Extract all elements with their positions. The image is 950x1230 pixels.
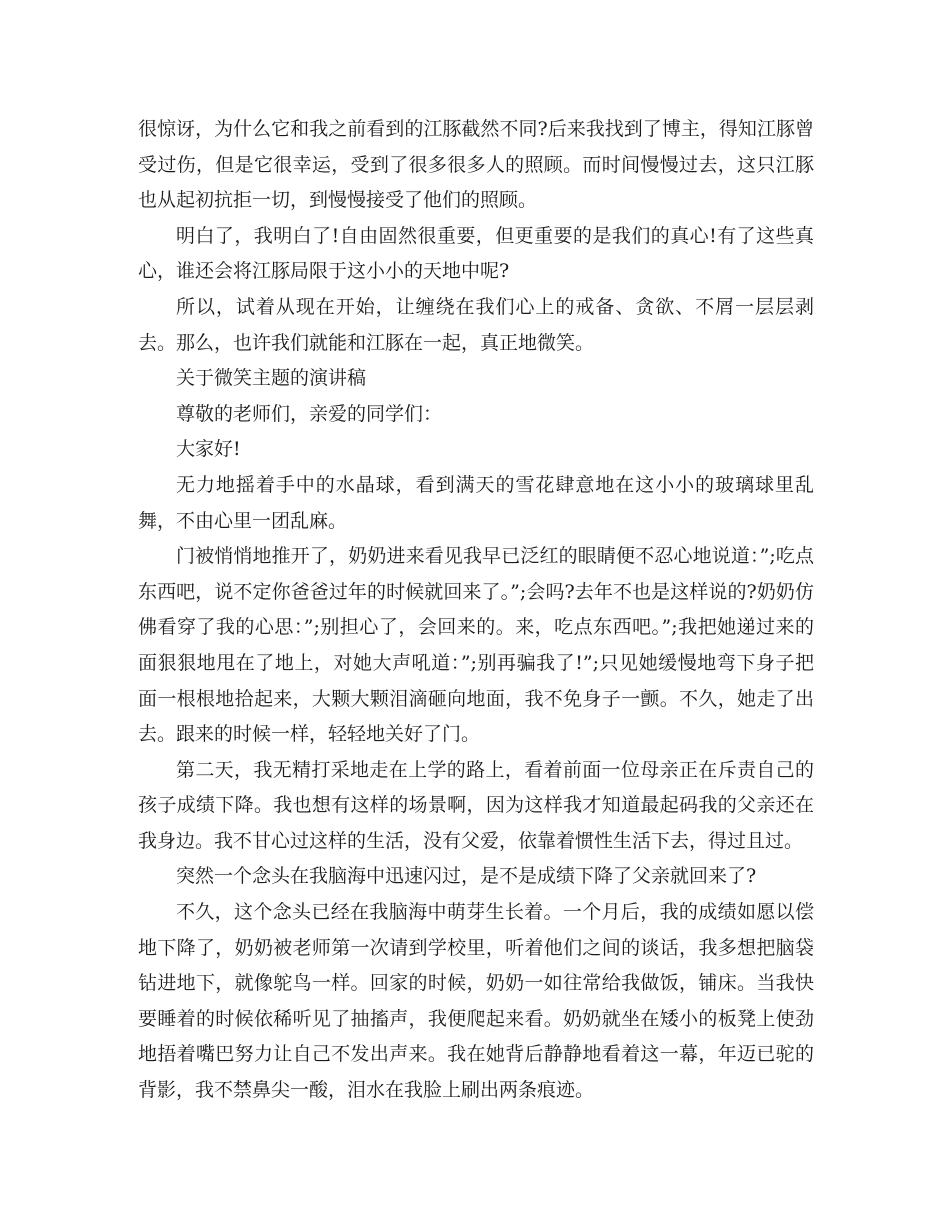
salutation: 尊敬的老师们，亲爱的同学们：	[176, 402, 443, 425]
paragraph-8: 门被悄悄地推开了，奶奶进来看见我早已泛红的眼睛便不忍心地说道：”;吃点东西吧，说不定你爸爸过年的时候就回来了。”;会吗?去年不也是这样说的?奶奶仿佛看穿了我的心思：”;别担心了，会回来的。来，吃点东西吧。”;我把她递过来的面狠狠地甩在了地上，对她大声吼道：”;别再骗我了!”;只见她缓慢地弯下身子把面一根根地拾起来，大颗大颗泪滴砸向地面，我不免身子一颤。不久，她走了出去。跟来的时候一样，轻轻地关好了门。	[138, 545, 814, 746]
paragraph-2: 明白了，我明白了!自由固然很重要，但更重要的是我们的真心!有了这些真心，谁还会将江豚局限于这小小的天地中呢?	[138, 224, 814, 283]
paragraph-9: 第二天，我无精打采地走在上学的路上，看着前面一位母亲正在斥责自己的孩子成绩下降。我也想有这样的场景啊，因为这样我才知道最起码我的父亲还在我身边。我不甘心过这样的生活，没有父爱，依靠着惯性生活下去，得过且过。	[138, 758, 814, 852]
speech-title: 关于微笑主题的演讲稿	[176, 367, 367, 390]
paragraph-3: 所以，试着从现在开始，让缠绕在我们心上的戒备、贪欲、不屑一层层剥去。那么，也许我们就能和江豚在一起，真正地微笑。	[138, 295, 814, 354]
paragraph-7: 无力地摇着手中的水晶球，看到满天的雪花肆意地在这小小的玻璃球里乱舞，不由心里一团乱麻。	[138, 473, 814, 532]
paragraph-10: 突然一个念头在我脑海中迅速闪过，是不是成绩下降了父亲就回来了?	[176, 865, 757, 888]
paragraph-1: 很惊讶，为什么它和我之前看到的江豚截然不同?后来我找到了博主，得知江豚曾受过伤，但是它很幸运，受到了很多很多人的照顾。而时间慢慢过去，这只江豚也从起初抗拒一切，到慢慢接受了他们的照顾。	[138, 118, 814, 212]
paragraph-11: 不久，这个念头已经在我脑海中萌芽生长着。一个月后，我的成绩如愿以偿地下降了，奶奶被老师第一次请到学校里，听着他们之间的谈话，我多想把脑袋钻进地下，就像鸵鸟一样。回家的时候，奶奶一如往常给我做饭，铺床。当我快要睡着的时候依稀听见了抽搐声，我便爬起来看。奶奶就坐在矮小的板凳上使劲地捂着嘴巴努力让自己不发出声来。我在她背后静静地看着这一幕，年迈已驼的背影，我不禁鼻尖一酸，泪水在我脸上刷出两条痕迹。	[138, 901, 814, 1102]
document-body	[138, 112, 814, 1109]
greeting: 大家好!	[176, 438, 241, 461]
